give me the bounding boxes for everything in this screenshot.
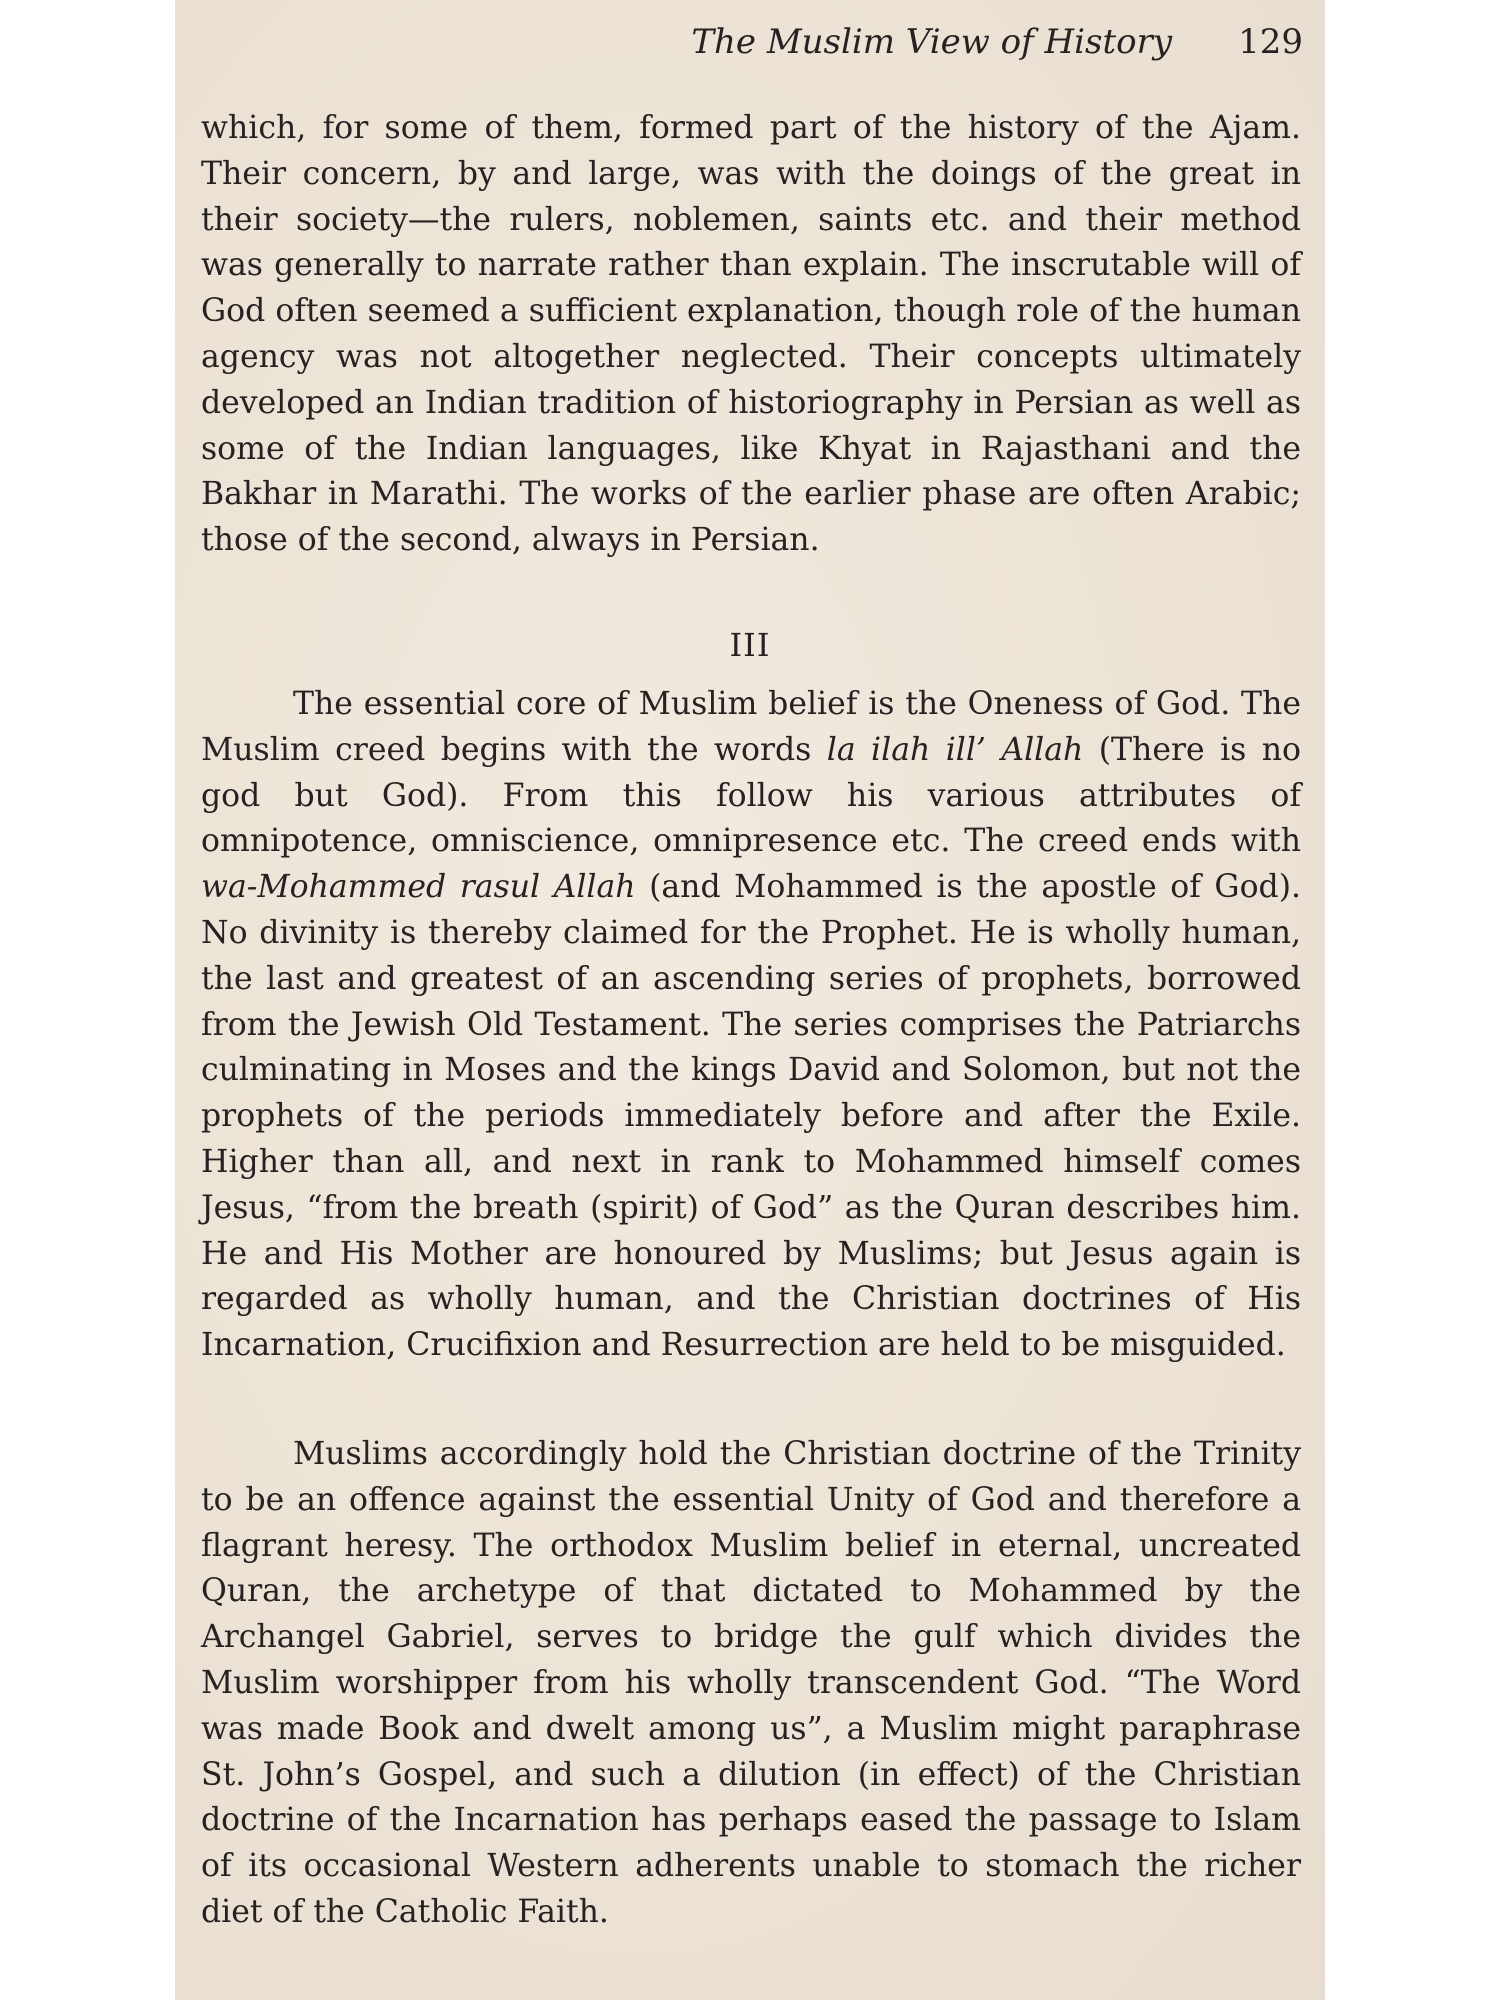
running-title: The Muslim View of History <box>691 22 1173 62</box>
paragraph-3: Muslims accordingly hold the Christian doctrine of the Trinity to be an offence against the essential Unity of God and therefore a flagrant heresy. The orthodox Muslim belief in eternal, uncreated Quran, the archetype of that dictated to Mohammed by the Archangel Gabriel, serves to bridge the gulf which divides the Muslim worshipper from his wholly transcendent God. “The Word was made Book and dwelt among us”, a Muslim might paraphrase St. John’s Gospel, and such a dilution (in effect) of the Christian doctrine of the Incarnation has perhaps eased the passage to Islam of its occasional Western adherents unable to stomach the richer diet of the Catholic Faith. <box>201 1436 1301 1930</box>
paragraph-2 <box>201 682 1301 1369</box>
page-number: 129 <box>1238 22 1303 62</box>
creed-arabic: la ilah ill’ Allah <box>826 731 1084 768</box>
creed-ending: wa-Mohammed rasul Allah <box>201 869 636 906</box>
section-heading: III <box>729 626 771 664</box>
running-head <box>691 22 1303 62</box>
paragraph-1: which, for some of them, formed part of the history of the Ajam. Their concern, by and large, was with the doings of the great in their society—the rulers, noblemen, saints etc. and their method was generally to narrate rather than explain. The inscrutable will of God often seemed a sufficient explanation, though role of the human agency was not altogether neglected. Their concepts ultimately developed an Indian tradition of historiography in Persian as well as some of the Indian languages, like Khyat in Rajasthani and the Bakhar in Marathi. The works of the earlier phase are often Arabic; those of the second, always in Persian. <box>201 110 1301 559</box>
book-page <box>175 0 1325 2000</box>
paragraph-2-text-c: (and Mohammed is the apostle of God). No divinity is thereby claimed for the Prophet. He is wholly human, the last and greatest of an ascending series of prophets, borrowed from the Jewish Old Testament. The series comprises the Patriarchs culminating in Moses and the kings David and Solomon, but not the prophets of the periods immediately before and after the Exile. Higher than all, and next in rank to Mohammed himself comes Jesus, “from the breath (spirit) of God” as the Quran describes him. He and His Mother are honoured by Muslims; but Jesus again is regarded as wholly human, and the Christian doctrines of His Incarnation, Crucifixion and Resurrection are held to be misguided. <box>201 869 1302 1364</box>
paragraph-2-text-b: (There is no god but God). From this follow his various attributes of omnipotence, omniscience, omnipresence etc. The creed ends with <box>201 731 1301 860</box>
paragraph-2-text-a: The essential core of Muslim belief is the Oneness of God. The Muslim creed begins with the words <box>201 686 1301 768</box>
